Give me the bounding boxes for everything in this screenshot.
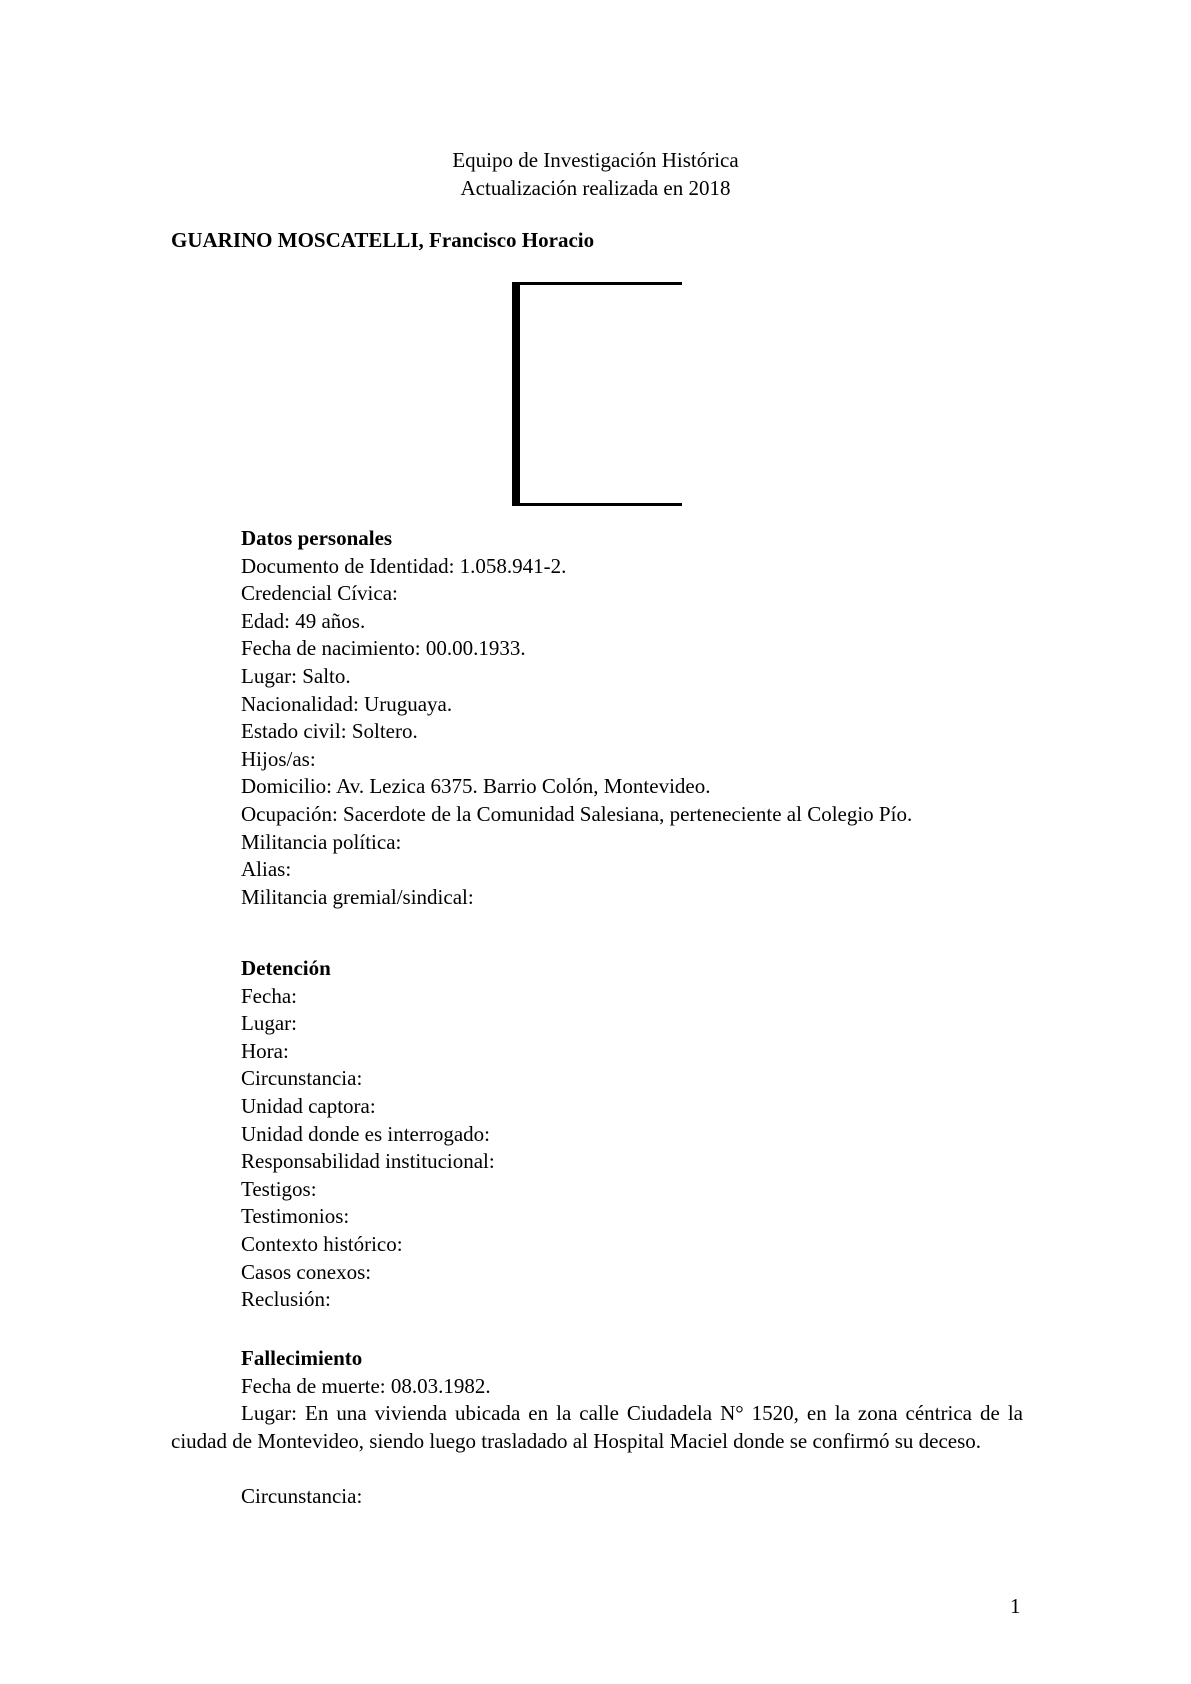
- field-testigos: Testigos:: [241, 1176, 317, 1201]
- field-hora: Hora:: [241, 1038, 289, 1063]
- field-circunstancia-detencion: Circunstancia:: [241, 1066, 363, 1091]
- field-lugar-muerte: Lugar: En una vivienda ubicada en la calle Ciudadela N° 1520, en la zona céntrica de la ciudad de Montevideo, siendo luego trasladado al Hospital Maciel donde se confirmó su deceso.: [171, 1401, 1023, 1453]
- person-name: GUARINO MOSCATELLI, Francisco Horacio: [171, 228, 595, 252]
- field-militancia-gremial: Militancia gremial/sindical:: [241, 884, 474, 909]
- field-credencial: Credencial Cívica:: [241, 581, 398, 606]
- field-alias: Alias:: [241, 857, 292, 882]
- section-heading-fallecimiento: Fallecimiento: [241, 1346, 363, 1370]
- section-datos-personales: [241, 525, 912, 911]
- field-lugar-nacimiento: Lugar: Salto.: [241, 663, 351, 688]
- field-militancia-politica: Militancia política:: [241, 829, 402, 854]
- header-line-2: Actualización realizada en 2018: [460, 176, 731, 200]
- field-lugar-detencion: Lugar:: [241, 1011, 297, 1036]
- photo-frame-left-edge: [512, 285, 520, 503]
- field-unidad-interrogatorio: Unidad donde es interrogado:: [241, 1121, 491, 1146]
- field-nacionalidad: Nacionalidad: Uruguaya.: [241, 691, 453, 716]
- section-detencion: [241, 955, 495, 1314]
- section-heading-detencion: Detención: [241, 956, 331, 980]
- field-circunstancia-muerte: Circunstancia:: [241, 1484, 363, 1508]
- section-fallecimiento: [241, 1345, 491, 1400]
- field-fecha-muerte: Fecha de muerte: 08.03.1982.: [241, 1373, 491, 1398]
- field-documento: Documento de Identidad: 1.058.941-2.: [241, 553, 567, 578]
- field-fecha-detencion: Fecha:: [241, 983, 297, 1008]
- section-fallecimiento-circunstancia: [241, 1483, 362, 1511]
- field-contexto-historico: Contexto histórico:: [241, 1231, 403, 1256]
- section-heading-datos-personales: Datos personales: [241, 526, 393, 550]
- field-casos-conexos: Casos conexos:: [241, 1259, 372, 1284]
- field-fecha-nacimiento: Fecha de nacimiento: 00.00.1933.: [241, 636, 526, 661]
- field-hijos: Hijos/as:: [241, 746, 316, 771]
- page-number: 1: [1010, 1594, 1021, 1618]
- field-domicilio: Domicilio: Av. Lezica 6375. Barrio Colón, Montevideo.: [241, 774, 711, 799]
- document-header: [0, 146, 1191, 202]
- header-line-1: Equipo de Investigación Histórica: [452, 148, 739, 172]
- field-responsabilidad: Responsabilidad institucional:: [241, 1149, 495, 1174]
- field-estado-civil: Estado civil: Soltero.: [241, 719, 418, 744]
- field-edad: Edad: 49 años.: [241, 608, 366, 633]
- photo-placeholder-frame: [512, 282, 682, 506]
- field-unidad-captora: Unidad captora:: [241, 1093, 376, 1118]
- field-ocupacion: Ocupación: Sacerdote de la Comunidad Salesiana, perteneciente al Colegio Pío.: [241, 801, 913, 826]
- field-testimonios: Testimonios:: [241, 1204, 350, 1229]
- field-reclusion: Reclusión:: [241, 1287, 331, 1312]
